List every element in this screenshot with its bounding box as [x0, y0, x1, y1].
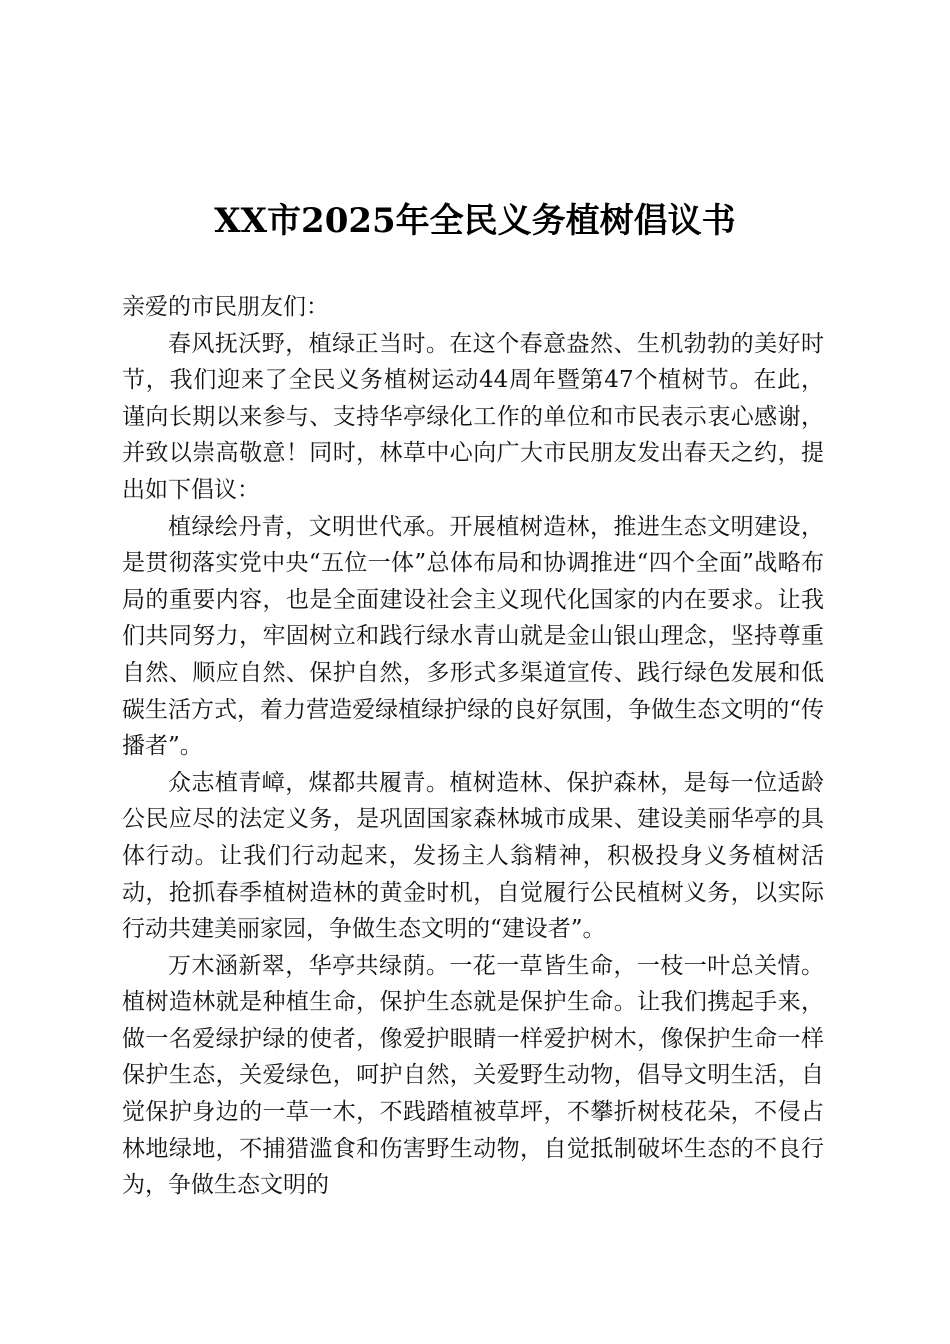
paragraph-3: 众志植青嶂，煤都共履青。植树造林、保护森林，是每一位适龄公民应尽的法定义务，是巩固国家森林城市成果、建设美丽华亭的具体行动。让我们行动起来，发扬主人翁精神，积极投身义务植树活动，抢抓春季植树造林的黄金时机，自觉履行公民植树义务，以实际行动共建美丽家园，争做生态文明的“建设者”。 [122, 769, 824, 943]
paragraph-1: 春风抚沃野，植绿正当时。在这个春意盎然、生机勃勃的美好时节，我们迎来了全民义务植树运动44周年暨第47个植树节。在此，谨向长期以来参与、支持华亭绿化工作的单位和市民表示衷心感谢，并致以崇高敬意！同时，林草中心向广大市民朋友发出春天之约，提出如下倡议： [122, 330, 824, 503]
document-body [122, 289, 824, 1204]
document-title: XX市2025年全民义务植树倡议书 [214, 201, 736, 241]
paragraph-4: 万木涵新翠，华亭共绿荫。一花一草皆生命，一枝一叶总关情。植树造林就是种植生命，保护生态就是保护生命。让我们携起手来，做一名爱绿护绿的使者，像爱护眼睛一样爱护树木，像保护生命一样保护生态，关爱绿色，呵护自然，关爱野生动物，倡导文明生活，自觉保护身边的一草一木，不践踏植被草坪，不攀折树枝花朵，不侵占林地绿地，不捕猎滥食和伤害野生动物，自觉抵制破坏生态的不良行为，争做生态文明的 [122, 952, 824, 1199]
paragraph-2: 植绿绘丹青，文明世代承。开展植树造林，推进生态文明建设，是贯彻落实党中央“五位一体”总体布局和协调推进“四个全面”战略布局的重要内容，也是全面建设社会主义现代化国家的内在要求。让我们共同努力，牢固树立和践行绿水青山就是金山银山理念，坚持尊重自然、顺应自然、保护自然，多形式多渠道宣传、践行绿色发展和低碳生活方式，着力营造爱绿植绿护绿的良好氛围，争做生态文明的“传播者”。 [122, 513, 824, 760]
salutation: 亲爱的市民朋友们： [122, 294, 329, 320]
